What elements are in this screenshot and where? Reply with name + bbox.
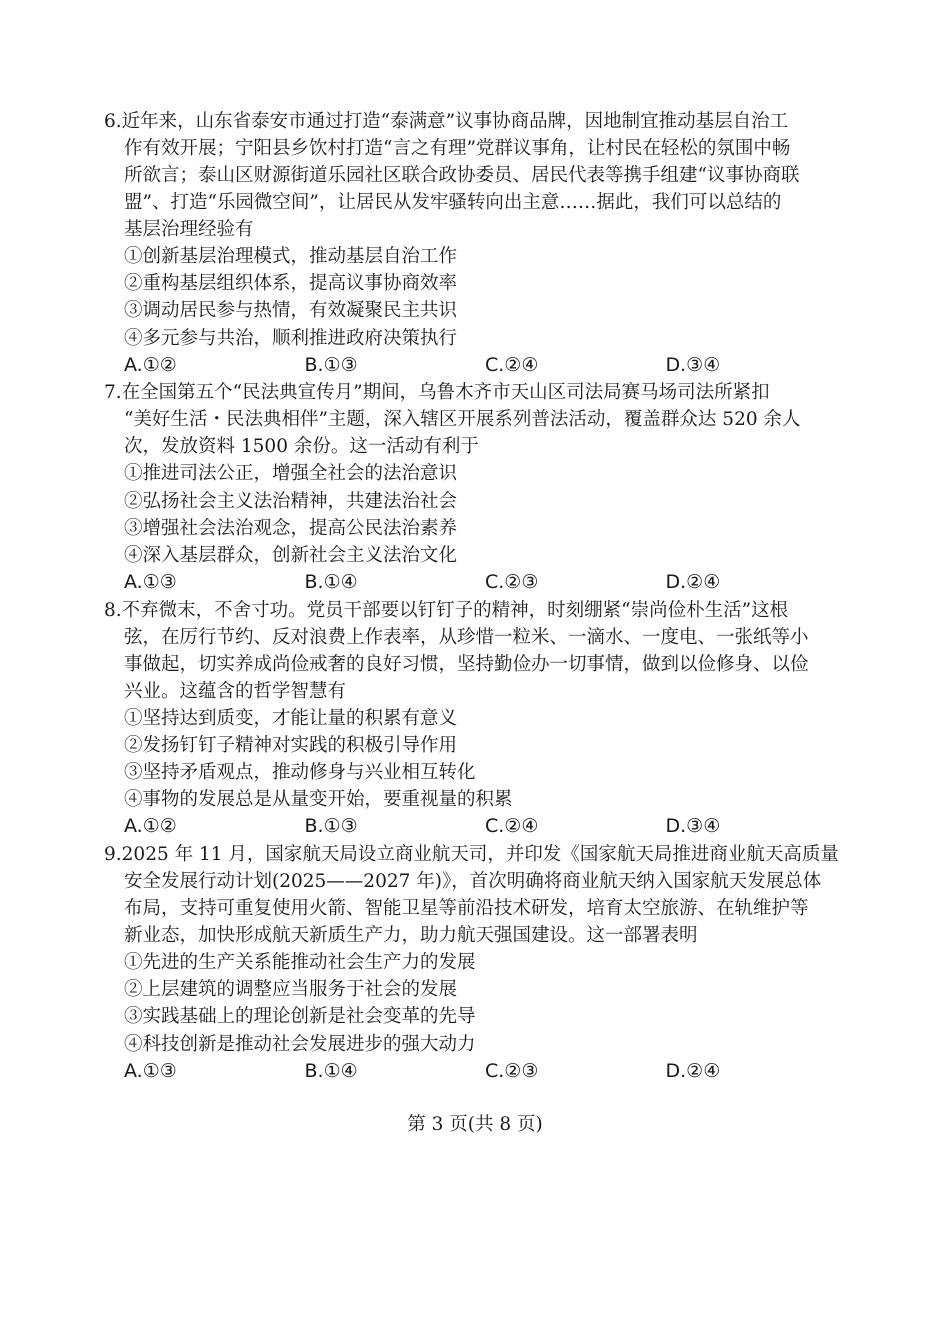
choice-b[interactable]: B.①④ — [304, 571, 358, 594]
choice-b[interactable]: B.①③ — [304, 815, 358, 838]
choice-d[interactable]: D.②④ — [665, 571, 721, 594]
choice-c[interactable]: C.②③ — [485, 571, 539, 594]
stem-line: 新业态，加快形成航天新质生产力，助力航天强国建设。这一部署表明 — [124, 924, 698, 946]
stem-line: 在全国第五个“民法典宣传月”期间，乌鲁木齐市天山区司法局赛马场司法所紧扣 — [121, 382, 770, 404]
statement-option: ①坚持达到质变，才能让量的积累有意义 — [124, 707, 458, 729]
question-8 — [104, 597, 846, 841]
stem-line: 布局，支持可重复使用火箭、智能卫星等前沿技术研发，培育太空旅游、在轨维护等 — [124, 897, 809, 919]
stem-line: “美好生活・民法典相伴”主题，深入辖区开展系列普法活动，覆盖群众达 520 余人 — [124, 409, 801, 431]
stem-line: 近年来，山东省泰安市通过打造“泰满意”议事协商品牌，因地制宜推动基层自治工 — [121, 111, 789, 132]
choice-a[interactable]: A.①② — [124, 353, 177, 376]
choice-c[interactable]: C.②④ — [485, 353, 539, 376]
choice-d[interactable]: D.③④ — [665, 353, 721, 376]
choice-a[interactable]: A.①② — [124, 815, 177, 838]
statement-option: ②上层建筑的调整应当服务于社会的发展 — [124, 979, 458, 1001]
question-stem — [104, 108, 846, 135]
statement-option: ②弘扬社会主义法治精神，共建法治社会 — [124, 490, 458, 512]
question-6 — [104, 108, 846, 379]
statement-option: ③增强社会法治观念，提高公民法治素养 — [124, 517, 458, 539]
statement-option: ③调动居民参与热情，有效凝聚民主共识 — [124, 300, 458, 322]
statement-option: ②发扬钉钉子精神对实践的积极引导作用 — [124, 734, 458, 756]
question-number: 6. — [104, 111, 122, 132]
statement-option: ④深入基层群众，创新社会主义法治文化 — [124, 544, 458, 566]
question-7 — [104, 379, 846, 596]
answer-choices — [104, 813, 846, 841]
statement-option: ④事物的发展总是从量变开始，要重视量的积累 — [124, 789, 513, 811]
stem-line: 兴业。这蕴含的哲学智慧有 — [124, 680, 347, 702]
question-9 — [104, 841, 846, 1085]
question-list — [104, 108, 846, 1085]
stem-line: 事做起，切实养成尚俭戒奢的良好习惯，坚持勤俭办一切事情，做到以俭修身、以俭 — [124, 653, 809, 675]
statement-option: ②重构基层组织体系，提高议事协商效率 — [124, 273, 458, 295]
stem-line: 安全发展行动计划(2025——2027 年)》，首次明确将商业航天纳入国家航天发展总体 — [124, 870, 822, 892]
stem-line: 弦，在厉行节约、反对浪费上作表率，从珍惜一粒米、一滴水、一度电、一张纸等小 — [124, 626, 809, 648]
stem-line: 2025 年 11 月，国家航天局设立商业航天司，并印发《国家航天局推进商业航天高质量 — [121, 843, 839, 865]
stem-line: 次，发放资料 1500 余份。这一活动有利于 — [124, 436, 479, 458]
statement-option: ①创新基层治理模式，推动基层自治工作 — [124, 246, 458, 267]
stem-line: 不弃微末，不舍寸功。党员干部要以钉钉子的精神，时刻绷紧“崇尚俭朴生活”这根 — [121, 599, 789, 621]
statement-option: ③实践基础上的理论创新是社会变革的先导 — [124, 1006, 476, 1028]
answer-choices — [104, 569, 846, 597]
choice-c[interactable]: C.②③ — [485, 1059, 539, 1082]
question-stem — [104, 841, 846, 868]
stem-line: 盟”、打造“乐园微空间”，让居民从发牢骚转向出主意……据此，我们可以总结的 — [124, 192, 782, 213]
question-stem — [104, 597, 846, 624]
choice-d[interactable]: D.③④ — [665, 815, 721, 838]
choice-b[interactable]: B.①④ — [304, 1059, 358, 1082]
answer-choices — [104, 1058, 846, 1086]
stem-line: 基层治理经验有 — [124, 219, 254, 240]
stem-line: 作有效开展；宁阳县乡饮村打造“言之有理”党群议事角，让村民在轻松的氛围中畅 — [124, 138, 791, 159]
stem-line: 所欲言；泰山区财源街道乐园社区联合政协委员、居民代表等携手组建“议事协商联 — [124, 165, 800, 186]
question-number: 8. — [104, 599, 122, 621]
question-number: 9. — [104, 843, 122, 865]
statement-option: ④多元参与共治，顺利推进政府决策执行 — [124, 327, 458, 349]
choice-b[interactable]: B.①③ — [304, 353, 358, 376]
statement-option: ④科技创新是推动社会发展进步的强大动力 — [124, 1033, 476, 1055]
choice-a[interactable]: A.①③ — [124, 1059, 177, 1082]
page-number: 第 3 页(共 8 页) — [407, 1114, 543, 1135]
question-number: 7. — [104, 382, 122, 404]
answer-choices — [104, 352, 846, 380]
choice-a[interactable]: A.①③ — [124, 571, 177, 594]
choice-c[interactable]: C.②④ — [485, 815, 539, 838]
statement-option: ①先进的生产关系能推动社会生产力的发展 — [124, 951, 476, 973]
statement-option: ③坚持矛盾观点，推动修身与兴业相互转化 — [124, 762, 476, 784]
statement-option: ①推进司法公正，增强全社会的法治意识 — [124, 463, 458, 485]
choice-d[interactable]: D.②④ — [665, 1059, 721, 1082]
question-stem — [104, 379, 846, 406]
